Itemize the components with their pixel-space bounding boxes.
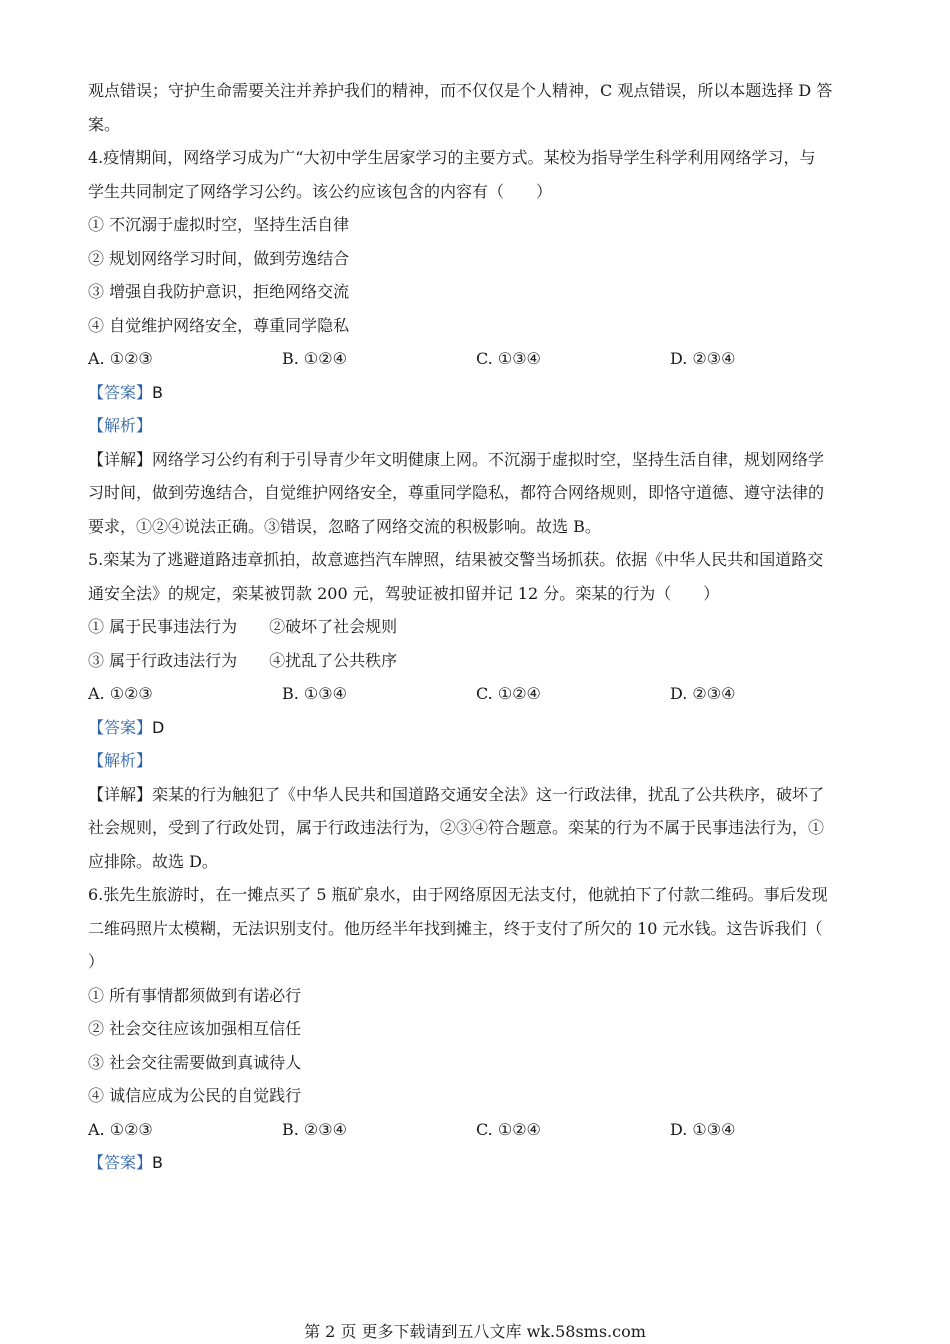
q6-stem-line-2: 二维码照片太模糊，无法识别支付。他历经半年找到摊主，终于支付了所欠的 10 元水钱。这告诉我们（ bbox=[88, 918, 823, 938]
q4-item-3: ③ 增强自我防护意识，拒绝网络交流 bbox=[88, 282, 350, 301]
q4-item-2: ② 规划网络学习时间，做到劳逸结合 bbox=[88, 248, 350, 268]
continuation-line-1: 观点错误；守护生命需要关注并养护我们的精神，而不仅仅是个人精神，C 观点错误，所以本题选择 D 答 bbox=[88, 81, 833, 100]
q5-options bbox=[88, 677, 868, 711]
q6-option-a: A. ①②③ bbox=[88, 1119, 153, 1139]
q6-item-4: ④ 诚信应成为公民的自觉践行 bbox=[88, 1086, 302, 1105]
continuation-line-2: 案。 bbox=[88, 114, 121, 134]
q4-option-d: D. ②③④ bbox=[670, 349, 736, 368]
q6-option-b: B. ②③④ bbox=[282, 1119, 347, 1139]
q5-option-a: A. ①②③ bbox=[88, 684, 153, 703]
q5-option-d: D. ②③④ bbox=[670, 684, 736, 703]
q4-option-a: A. ①②③ bbox=[88, 349, 153, 368]
q6-answer bbox=[88, 1146, 868, 1180]
q6-option-d: D. ①③④ bbox=[670, 1119, 736, 1139]
analysis-tag: 【解析】 bbox=[88, 751, 153, 770]
answer-tag: 【答案】 bbox=[88, 717, 153, 737]
detail-tag: 【详解】 bbox=[88, 449, 153, 469]
q6-item-1: ① 所有事情都须做到有诺必行 bbox=[88, 985, 302, 1005]
q6-item-2: ② 社会交往应该加强相互信任 bbox=[88, 1019, 302, 1038]
q6-item-3: ③ 社会交往需要做到真诚待人 bbox=[88, 1052, 302, 1072]
q4-item-4: ④ 自觉维护网络安全，尊重同学隐私 bbox=[88, 315, 350, 335]
q5-analysis bbox=[88, 744, 868, 778]
q4-detail-line-3: 要求，①②④说法正确。③错误，忽略了网络交流的积极影响。故选 B。 bbox=[88, 516, 601, 536]
q5-detail-line-3: 应排除。故选 D。 bbox=[88, 851, 218, 871]
q5-stem-line-1: 5.栾某为了逃避道路违章抓拍，故意遮挡汽车牌照，结果被交警当场抓获。依据《中华人民共和国道路交 bbox=[88, 550, 824, 569]
answer-tag: 【答案】 bbox=[88, 1153, 153, 1172]
q5-detail-line-1 bbox=[88, 778, 868, 812]
answer-value: D bbox=[152, 717, 165, 737]
q4-options bbox=[88, 342, 868, 376]
answer-value: B bbox=[152, 382, 163, 402]
q5-option-c: C. ①②④ bbox=[476, 684, 541, 703]
q6-stem-line-1: 6.张先生旅游时，在一摊点买了 5 瓶矿泉水，由于网络原因无法支付，他就拍下了付款二维码。事后发现 bbox=[88, 885, 828, 904]
q6-option-c: C. ①②④ bbox=[476, 1119, 541, 1139]
q6-stem-line-3: ） bbox=[88, 952, 105, 971]
document-body bbox=[88, 74, 868, 1180]
detail-text: 栾某的行为触犯了《中华人民共和国道路交通安全法》这一行政法律，扰乱了公共秩序，破坏了 bbox=[152, 784, 825, 804]
q5-items-row-1: ① 属于民事违法行为 ②破坏了社会规则 bbox=[88, 617, 398, 636]
detail-text: 网络学习公约有利于引导青少年文明健康上网。不沉溺于虚拟时空，坚持生活自律，规划网络学 bbox=[152, 449, 825, 469]
answer-value: B bbox=[152, 1153, 163, 1172]
q5-stem-line-2: 通安全法》的规定，栾某被罚款 200 元，驾驶证被扣留并记 12 分。栾某的行为（ ） bbox=[88, 583, 720, 603]
q4-item-1: ① 不沉溺于虚拟时空，坚持生活自律 bbox=[88, 215, 350, 234]
analysis-tag: 【解析】 bbox=[88, 416, 153, 435]
q5-option-b: B. ①③④ bbox=[282, 684, 347, 703]
q5-items-row-2: ③ 属于行政违法行为 ④扰乱了公共秩序 bbox=[88, 650, 398, 670]
q4-option-b: B. ①②④ bbox=[282, 349, 347, 368]
q5-answer bbox=[88, 711, 868, 745]
detail-tag: 【详解】 bbox=[88, 784, 153, 804]
page-footer: 第 2 页 更多下载请到五八文库 wk.58sms.com bbox=[304, 1322, 646, 1341]
q4-option-c: C. ①③④ bbox=[476, 349, 541, 368]
q4-answer bbox=[88, 376, 868, 410]
q4-stem-line-2: 学生共同制定了网络学习公约。该公约应该包含的内容有（ ） bbox=[88, 181, 553, 201]
q5-detail-line-2: 社会规则，受到了行政处罚，属于行政违法行为，②③④符合题意。栾某的行为不属于民事违法行为，① bbox=[88, 818, 825, 837]
q4-detail-line-2: 习时间，做到劳逸结合，自觉维护网络安全，尊重同学隐私，都符合网络规则，即恪守道德、遵守法律的 bbox=[88, 483, 825, 502]
answer-tag: 【答案】 bbox=[88, 382, 153, 402]
q4-analysis bbox=[88, 409, 868, 443]
q4-stem-line-1: 4.疫情期间，网络学习成为广“大初中学生居家学习的主要方式。某校为指导学生科学利用网络学习，与 bbox=[88, 148, 816, 167]
q6-options bbox=[88, 1113, 868, 1147]
q4-detail-line-1 bbox=[88, 443, 868, 477]
